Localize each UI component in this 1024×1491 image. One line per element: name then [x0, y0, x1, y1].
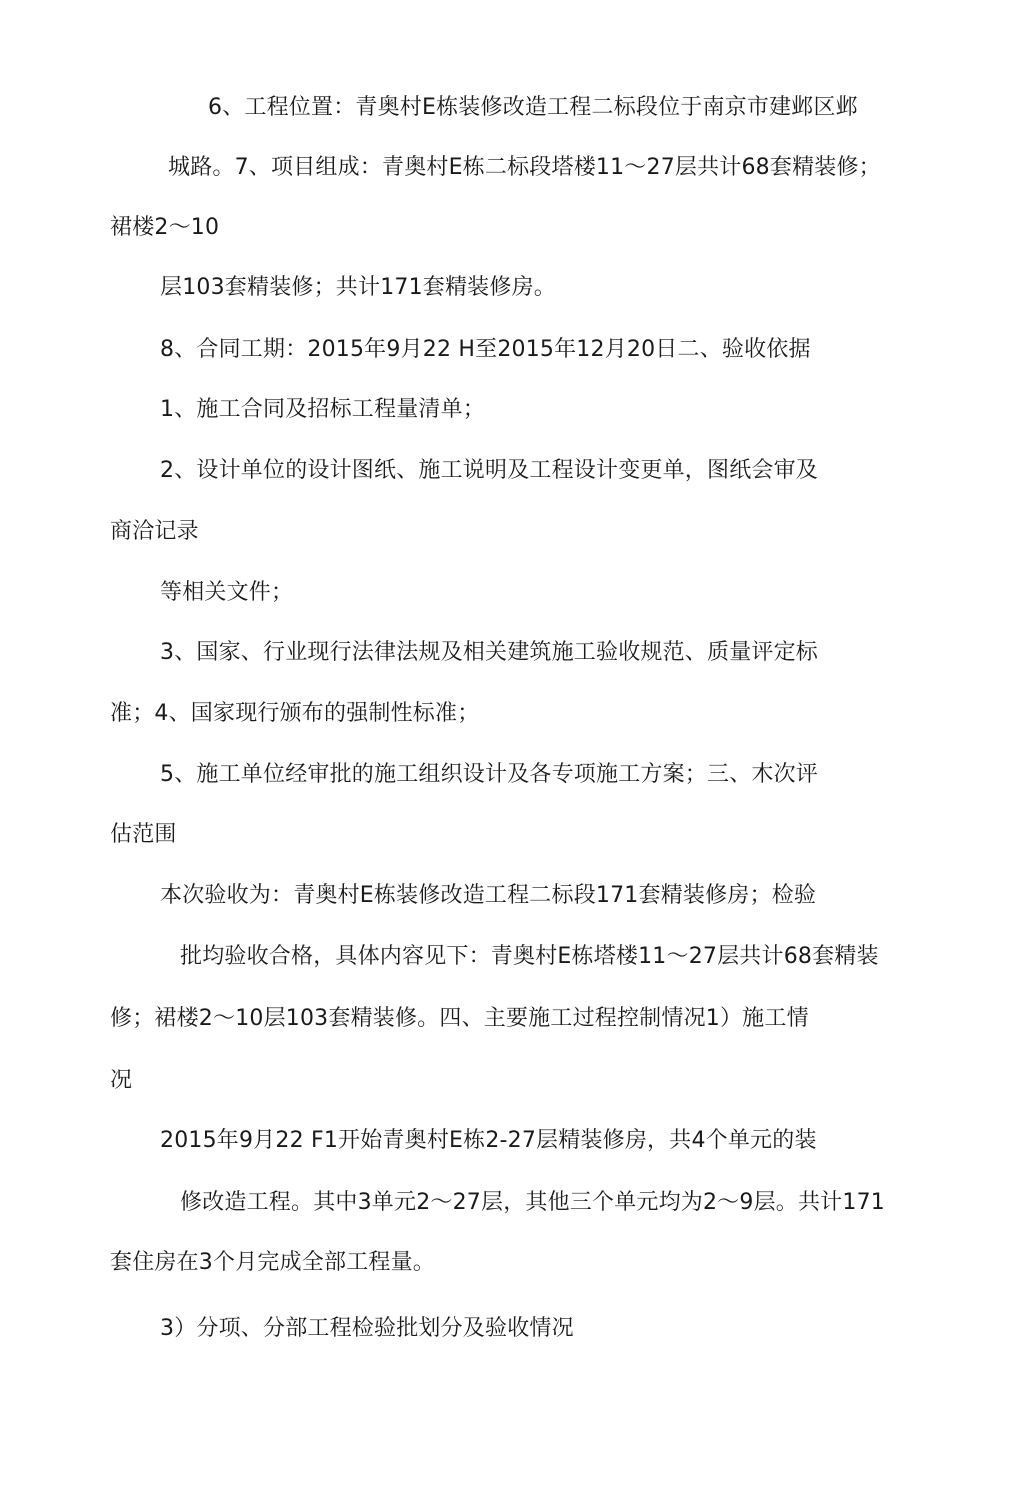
- text-line: 3、国家、行业现行法律法规及相关建筑施工验收规范、质量评定标: [160, 640, 818, 665]
- text-line: 3）分项、分部工程检验批划分及验收情况: [160, 1316, 574, 1341]
- text-line: 5、施工单位经审批的施工组织设计及各专项施工方案；三、木次评: [160, 762, 818, 787]
- text-line: 修；裙楼2～10层103套精装修。四、主要施工过程控制情况1）施工情: [110, 1006, 809, 1031]
- text-line: 批均验收合格，具体内容见下：青奥村E栋塔楼11～27层共计68套精装: [180, 944, 879, 969]
- text-line: 1、施工合同及招标工程量清单；: [160, 397, 485, 422]
- text-line: 准；4、国家现行颁布的强制性标准；: [110, 701, 480, 726]
- text-line: 套住房在3个月完成全部工程量。: [110, 1250, 435, 1275]
- text-line: 6、工程位置：青奥村E栋装修改造工程二标段位于南京市建邺区邺: [208, 95, 858, 120]
- text-line: 本次验收为：青奥村E栋装修改造工程二标段171套精装修房；检验: [160, 883, 817, 908]
- text-line: 等相关文件；: [160, 580, 294, 605]
- text-line: 2015年9月22 F1开始青奥村E栋2-27层精装修房，共4个单元的装: [160, 1128, 817, 1153]
- text-line: 8、合同工期：2015年9月22 H至2015年12月20日二、验收依据: [160, 337, 811, 362]
- text-line: 层103套精装修；共计171套精装修房。: [160, 275, 556, 300]
- text-line: 城路。7、项目组成：青奥村E栋二标段塔楼11～27层共计68套精装修；: [168, 155, 881, 180]
- text-line: 修改造工程。其中3单元2～27层，其他三个单元均为2～9层。共计171: [180, 1190, 885, 1215]
- text-line: 裙楼2～10: [110, 215, 220, 240]
- text-line: 2、设计单位的设计图纸、施工说明及工程设计变更单，图纸会审及: [160, 458, 818, 483]
- text-line: 况: [110, 1068, 133, 1093]
- text-line: 商洽记录: [110, 519, 199, 544]
- text-line: 估范围: [110, 822, 177, 847]
